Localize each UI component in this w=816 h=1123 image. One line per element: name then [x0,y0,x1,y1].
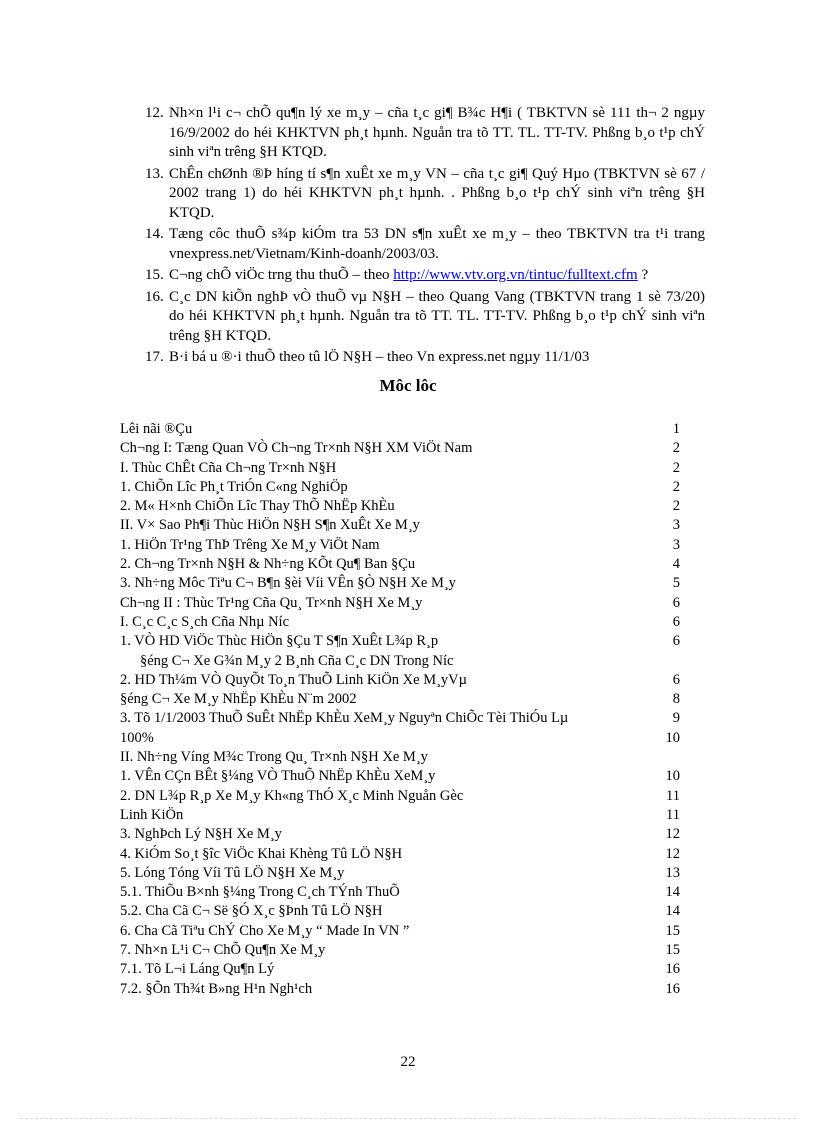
reference-item [145,165,705,224]
toc-entry-title: 2. DN L¾p R¸p Xe M¸y Kh«ng ThÓ X¸c Minh Nguån Gèc [120,787,464,804]
toc-entry-title: Ch¬ng II : Thùc Tr¹ng Cña Qu¸ Tr×nh N§H Xe M¸y [120,594,423,611]
toc-entry-page: 15 [665,922,680,939]
toc-entry[interactable] [120,980,680,999]
toc-entry-title: 2. HD Th¼m VÒ QuyÕt To¸n ThuÕ Linh KiÖn Xe M¸yVµ [120,671,468,688]
toc-entry[interactable] [120,960,680,979]
toc-entry[interactable] [120,709,680,728]
toc-entry[interactable] [120,594,680,613]
toc-entry-title: 6. Cha Cã Tiªu ChÝ Cho Xe M¸y “ Made In VN ” [120,922,410,939]
reference-item [145,225,705,264]
toc-entry[interactable] [120,632,680,651]
toc-entry[interactable] [120,922,680,941]
reference-number: 12. [145,105,164,121]
toc-entry[interactable] [120,459,680,478]
reference-item [145,266,705,286]
toc-entry-page: 12 [665,826,680,843]
reference-item [145,104,705,163]
toc-entry-title: 7.2. §Õn Th¾t B»ng H¹n Ngh¹ch [120,980,313,997]
toc-entry[interactable] [120,574,680,593]
reference-link[interactable]: http://www.vtv.org.vn/tintuc/fulltext.cfm [393,267,638,283]
toc-entry-page: 2 [672,478,680,495]
toc-entry-page: 11 [666,806,680,823]
toc-entry-page: 2 [672,459,680,476]
table-of-contents [120,420,680,999]
toc-entry-title: 100% [120,729,154,746]
reference-number: 13. [145,165,164,182]
toc-entry[interactable] [120,806,680,825]
toc-entry-page: 10 [665,729,680,746]
toc-entry-title: 1. ChiÕn Lîc Ph¸t TriÓn C«ng NghiÖp [120,478,348,495]
toc-entry-page: 8 [672,691,680,708]
toc-entry-title: §éng C¬ Xe M¸y NhËp KhÈu N¨m 2002 [120,691,357,708]
toc-entry-title: II. V× Sao Ph¶i Thùc HiÖn N§H S¶n XuÊt Xe M¸y [120,517,420,534]
toc-entry-title: Linh KiÖn [120,806,184,823]
toc-entry[interactable] [120,748,680,767]
toc-entry-page: 2 [672,498,680,515]
toc-entry-title: 3. Tõ 1/1/2003 ThuÕ SuÊt NhËp KhÈu XeM¸y Nguyªn ChiÕc Tèi ThiÓu Lµ [120,710,569,727]
toc-entry-page: 3 [672,536,680,553]
toc-entry[interactable] [120,652,680,671]
toc-entry-title: 4. KiÓm So¸t §îc ViÖc Khai Khèng Tû LÖ N§H [120,845,403,862]
toc-entry[interactable] [120,825,680,844]
reference-suffix: ? [637,267,649,283]
toc-entry-title: §éng C¬ Xe G¾n M¸y 2 B¸nh Cña C¸c DN Trong Níc [140,652,454,669]
toc-entry-title: 3. Nh÷ng Môc Tiªu C¬ B¶n §èi Víi VÊn §Ò N§H Xe M¸y [120,575,456,592]
toc-entry-title: 3. NghÞch Lý N§H Xe M¸y [120,826,282,843]
toc-entry[interactable] [120,864,680,883]
toc-entry[interactable] [120,555,680,574]
toc-entry-page: 13 [665,864,680,881]
toc-entry-title: II. Nh÷ng Víng M¾c Trong Qu¸ Tr×nh N§H Xe M¸y [120,749,428,766]
reference-number: 14. [145,226,164,242]
reference-text: Tæng côc thuÕ s¾p kiÓm tra 53 DN s¶n xuÊt xe m¸y – theo TBKTVN tra t¹i trang vnexpress.net/Vietnam/Kinh-doanh/2003/03. [169,226,705,262]
toc-entry-title: 5.1. ThiÕu B×nh §¼ng Trong C¸ch TÝnh ThuÕ [120,884,400,901]
toc-entry[interactable] [120,536,680,555]
toc-entry-page: 15 [665,942,680,959]
toc-entry-title: 7. Nh×n L¹i C¬ ChÕ Qu¶n Xe M¸y [120,942,326,959]
toc-entry[interactable] [120,516,680,535]
toc-entry-page: 4 [672,556,680,573]
reference-text: C¸c DN kiÕn nghÞ vÒ thuÕ vµ N§H – theo Quang Vang (TBKTVN trang 1 sè 73/20) do héi KHKTVN ph¸t hµnh. Nguån tra tõ TT. TL. TT-TV. Phßng b¸o t¹p chÝ sinh viªn trêng §H KTQD. [169,288,705,344]
toc-entry-title: 5. Lóng Tóng Víi Tû LÖ N§H Xe M¸y [120,864,345,881]
toc-entry-title: Ch¬ng I: Tæng Quan VÒ Ch¬ng Tr×nh N§H XM ViÖt Nam [120,440,473,457]
toc-entry[interactable] [120,671,680,690]
toc-entry-page: 5 [672,575,680,592]
toc-entry[interactable] [120,902,680,921]
toc-entry-page: 12 [665,845,680,862]
toc-entry-title: I. C¸c C¸c S¸ch Cña Nhµ Níc [120,613,290,630]
reference-number: 15. [145,267,164,283]
toc-entry-title: 5.2. Cha Cã C¬ Së §Ó X¸c §Þnh Tû LÖ N§H [120,903,383,920]
toc-entry-page: 9 [672,710,680,727]
toc-entry-page: 6 [672,594,680,611]
toc-entry-title: Lêi nãi ®Çu [120,421,193,437]
toc-entry[interactable] [120,613,680,632]
toc-entry[interactable] [120,941,680,960]
toc-entry[interactable] [120,729,680,748]
reference-number: 17. [145,349,164,365]
reference-number: 16. [145,288,164,305]
toc-entry-page: 16 [665,961,680,978]
toc-entry[interactable] [120,767,680,786]
toc-entry-title: 2. Ch¬ng Tr×nh N§H & Nh÷ng KÕt Qu¶ Ban §Çu [120,556,416,573]
toc-entry-page: 14 [665,884,680,901]
toc-entry[interactable] [120,883,680,902]
reference-text: Nh×n l¹i c¬ chÕ qu¶n lý xe m¸y – cña t¸c gi¶ B¾c H¶i ( TBKTVN sè 111 th¬ 2 ngµy 16/9/2002 do héi KHKTVN ph¸t hµnh. Nguån tra tõ TT. TL. TT-TV. Phßng b¸o t¹p chÝ sinh viªn trêng §H KTQD. [169,105,705,160]
page-number: 22 [400,1054,416,1070]
reference-text: ChÊn chØnh ®Þ híng tí s¶n xuÊt xe m¸y VN – cña t¸c gi¶ Quý Hµo (TBKTVN sè 67 / 2002 trang 1) do héi KHKTVN ph¸t hµnh. . Phßng b¸o t¹p chÝ sinh viªn trêng §H KTQD. [169,165,705,221]
toc-entry-page: 1 [672,421,680,437]
reference-text: C¬ng chÕ viÖc trng thu thuÕ – theo [169,267,394,283]
toc-entry[interactable] [120,439,680,458]
toc-entry-title: 1. VÒ HD ViÖc Thùc HiÖn §Çu T S¶n XuÊt L¾p R¸p [120,633,439,650]
toc-entry-page: 6 [672,633,680,650]
toc-entry-title: 2. M« H×nh ChiÕn Lîc Thay ThÕ NhËp KhÈu [120,498,395,515]
toc-entry-title: 7.1. Tõ L¬i Láng Qu¶n Lý [120,961,275,978]
toc-entry[interactable] [120,478,680,497]
toc-title: Môc lôc [379,376,437,395]
reference-item [145,348,705,368]
reference-item [145,288,705,347]
toc-entry-page: 2 [672,440,680,457]
toc-entry-title: 1. HiÖn Tr¹ng ThÞ Trêng Xe M¸y ViÖt Nam [120,536,380,553]
toc-entry-title: I. Thùc ChÊt Cña Ch¬ng Tr×nh N§H [120,459,337,476]
toc-entry-page: 3 [672,517,680,534]
toc-entry-page: 14 [665,903,680,920]
toc-entry-title: 1. VÊn CÇn BÊt §¼ng VÒ ThuÕ NhËp KhÈu XeM¸y [120,768,436,785]
reference-text: B·i bá u ®·i thuÕ theo tû lÖ N§H – theo Vn express.net ngµy 11/1/03 [169,349,590,365]
toc-entry[interactable] [120,420,680,439]
toc-entry-page: 11 [666,787,680,804]
toc-entry-page: 6 [672,671,680,688]
toc-entry[interactable] [120,497,680,516]
toc-entry[interactable] [120,787,680,806]
toc-entry[interactable] [120,845,680,864]
toc-entry-page: 10 [665,768,680,785]
page-bottom-divider [20,1118,796,1119]
toc-entry[interactable] [120,690,680,709]
toc-entry-page: 6 [672,613,680,630]
reference-list [145,104,705,370]
toc-entry-page: 16 [665,980,680,997]
